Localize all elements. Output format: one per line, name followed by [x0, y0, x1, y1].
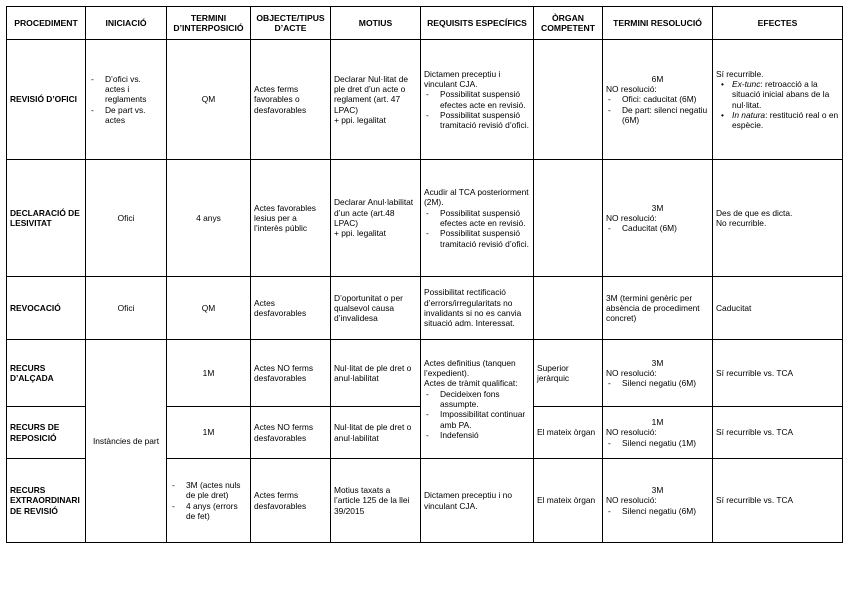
procediment-cell: RECURS DE REPOSICIÓ: [7, 407, 86, 459]
table-row: [7, 40, 843, 160]
motius-cell: [331, 160, 421, 277]
motius-cell: D’oportunitat o per qualsevol causa d’invalidesa: [331, 277, 421, 340]
organ-cell: El mateix òrgan: [534, 407, 603, 459]
list-item: - Ofici: caducitat (6M): [606, 94, 709, 104]
list-item: [716, 79, 839, 110]
resolucio-top: 6M: [651, 73, 664, 84]
list-item: - Possibilitat suspensió efectes acte en revisió.: [424, 89, 530, 110]
header-organ: ÒRGAN COMPETENT: [534, 7, 603, 40]
efectes-line: Des de que es dicta.: [716, 207, 793, 218]
resolucio-cell: [603, 340, 713, 407]
requisits-cell: [421, 340, 534, 459]
motius-cell: [331, 40, 421, 160]
procediment-cell: REVOCACIÓ: [7, 277, 86, 340]
list-item: - D’ofici vs. actes i reglaments: [89, 74, 163, 105]
motius-text: Declarar Anul·labilitat d’un acte (art.48 LPAC): [334, 197, 414, 228]
header-procediment: PROCEDIMENT: [7, 7, 86, 40]
objecte-cell: Actes desfavorables: [251, 277, 331, 340]
resolucio-intro: NO resolució:: [606, 367, 657, 378]
procediment-cell: DECLARACIÓ DE LESIVITAT: [7, 160, 86, 277]
motius-extra: + ppi. legalitat: [334, 114, 386, 125]
list-item: - Possibilitat suspensió tramitació revisió d’ofici.: [424, 110, 530, 131]
resolucio-cell: [603, 40, 713, 160]
efectes-cell: Sí recurrible vs. TCA: [713, 340, 843, 407]
resolucio-intro: NO resolució:: [606, 84, 657, 95]
header-termini-resolucio: TERMINI RESOLUCIÓ: [603, 7, 713, 40]
list-item: - Silenci negatiu (6M): [606, 378, 709, 388]
resolucio-top: 3M: [651, 485, 664, 496]
resolucio-cell: [603, 459, 713, 543]
termini-cell: 1M: [167, 407, 251, 459]
resolucio-top: 3M: [651, 357, 664, 368]
termini-cell: 1M: [167, 340, 251, 407]
list-item: - Silenci negatiu (1M): [606, 438, 709, 448]
requisits-cell: [421, 160, 534, 277]
termini-cell: 4 anys: [167, 160, 251, 277]
resolucio-intro: NO resolució:: [606, 212, 657, 223]
objecte-cell: Actes ferms favorables o desfavorables: [251, 40, 331, 160]
objecte-cell: Actes NO ferms desfavorables: [251, 407, 331, 459]
resolucio-intro: NO resolució:: [606, 427, 657, 438]
termini-cell: QM: [167, 277, 251, 340]
list-item: - Caducitat (6M): [606, 223, 709, 233]
organ-cell: [534, 40, 603, 160]
header-iniciacio: INICIACIÓ: [86, 7, 167, 40]
termini-cell: QM: [167, 40, 251, 160]
efectes-em: Ex-tunc: [732, 78, 761, 89]
efectes-text: : restitució real o en espècie.: [732, 109, 839, 131]
organ-cell: [534, 160, 603, 277]
list-item: - De part: silenci negatiu (6M): [606, 105, 709, 126]
list-item: - 3M (actes nuls de ple dret): [170, 480, 247, 501]
table-row: [7, 160, 843, 277]
efectes-line: No recurrible.: [716, 218, 767, 228]
header-motius: MOTIUS: [331, 7, 421, 40]
requisits-intro: Acudir al TCA posteriorment (2M).: [424, 187, 529, 208]
motius-extra: + ppi. legalitat: [334, 228, 386, 239]
resolucio-top: 1M: [651, 417, 664, 428]
objecte-cell: Actes favorables lesius per a l’interès públic: [251, 160, 331, 277]
organ-cell: [534, 277, 603, 340]
requisits-cell: Dictamen preceptiu i no vinculant CJA.: [421, 459, 534, 543]
procediment-cell: RECURS EXTRAORDINARI DE REVISIÓ: [7, 459, 86, 543]
list-item: - Decideixen fons assumpte.: [424, 389, 530, 410]
motius-text: Declarar Nul·litat de ple dret d’un acte o reglament (art. 47 LPAC): [334, 73, 409, 115]
efectes-cell: Sí recurrible vs. TCA: [713, 407, 843, 459]
list-item: - 4 anys (errors de fet): [170, 501, 247, 522]
iniciacio-cell: [86, 40, 167, 160]
procediment-cell: RECURS D’ALÇADA: [7, 340, 86, 407]
iniciacio-cell: Ofici: [86, 277, 167, 340]
resolucio-cell: 3M (termini genèric per absència de procediment concret): [603, 277, 713, 340]
efectes-cell: [713, 40, 843, 160]
iniciacio-cell: Ofici: [86, 160, 167, 277]
efectes-cell: [713, 160, 843, 277]
efectes-em: In natura: [732, 109, 766, 120]
objecte-cell: Actes ferms desfavorables: [251, 459, 331, 543]
requisits-intro: Actes definitius (tanquen l’expedient).: [424, 357, 516, 379]
resolucio-intro: NO resolució:: [606, 495, 657, 506]
table-row: [7, 277, 843, 340]
requisits-cell: [421, 40, 534, 160]
organ-cell: El mateix òrgan: [534, 459, 603, 543]
iniciacio-cell: Instàncies de part: [86, 340, 167, 543]
list-item: - Impossibilitat continuar amb PA.: [424, 409, 530, 430]
motius-cell: Motius taxats a l’article 125 de la llei 39/2015: [331, 459, 421, 543]
list-item: - Possibilitat suspensió efectes acte en revisió.: [424, 208, 530, 229]
header-efectes: EFECTES: [713, 7, 843, 40]
header-requisits: REQUISITS ESPECÍFICS: [421, 7, 534, 40]
table-row: [7, 340, 843, 407]
list-item: - Possibilitat suspensió tramitació revisió d’ofici.: [424, 228, 530, 249]
header-row: [7, 7, 843, 40]
resolucio-top: 3M: [651, 202, 664, 213]
requisits-intro: Dictamen preceptiu i vinculant CJA.: [424, 68, 501, 89]
procediment-cell: REVISIÓ D’OFICI: [7, 40, 86, 160]
list-item: - Indefensió: [424, 430, 530, 440]
list-item: - De part vs. actes: [89, 105, 163, 126]
resolucio-cell: [603, 160, 713, 277]
objecte-cell: Actes NO ferms desfavorables: [251, 340, 331, 407]
motius-cell: Nul·litat de ple dret o anul·labilitat: [331, 407, 421, 459]
list-item: [716, 110, 839, 131]
efectes-text: : retroacció a la situació inicial abans de la nul·litat.: [732, 78, 830, 110]
efectes-intro: Sí recurrible.: [716, 68, 764, 79]
efectes-cell: Sí recurrible vs. TCA: [713, 459, 843, 543]
list-item: - Silenci negatiu (6M): [606, 506, 709, 516]
organ-cell: Superior jeràrquic: [534, 340, 603, 407]
requisits-cell: Possibilitat rectificació d’errors/irregularitats no invalidants si no es canvia situació adm. Interessat.: [421, 277, 534, 340]
resolucio-cell: [603, 407, 713, 459]
efectes-cell: Caducitat: [713, 277, 843, 340]
motius-cell: Nul·litat de ple dret o anul·labilitat: [331, 340, 421, 407]
header-termini-interposicio: TERMINI D’INTERPOSICIÓ: [167, 7, 251, 40]
termini-cell: [167, 459, 251, 543]
procedures-table: [6, 6, 843, 543]
requisits-intro: Actes de tràmit qualificat:: [424, 378, 518, 389]
header-objecte: OBJECTE/TIPUS D’ACTE: [251, 7, 331, 40]
